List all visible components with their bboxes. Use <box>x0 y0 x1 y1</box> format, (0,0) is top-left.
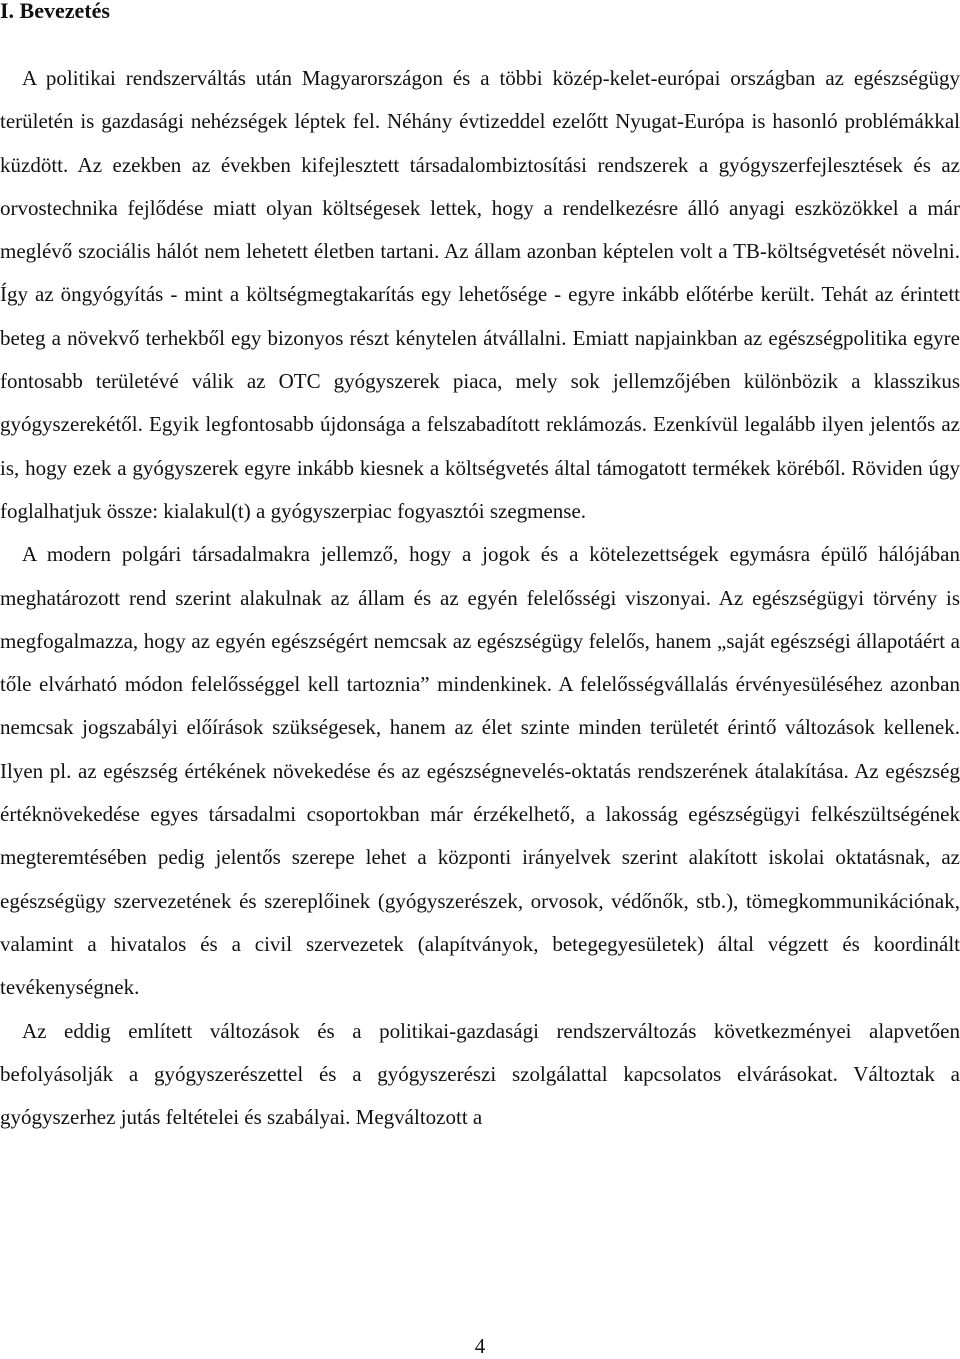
page-number: 4 <box>474 1334 486 1358</box>
paragraph-2: A modern polgári társadalmakra jellemző, hogy a jogok és a kötelezettségek egymásra épülő hálójában meghatározott rend szerint alakulnak az állam és az egyén felelősségi viszonyai. Az egészségügyi törvény is megfogalmazza, hogy az egyén egészségért nemcsak az egészségügy felelős, hanem „saját egészségi állapotáért a tőle elvárható módon felelősséggel kell tartoznia” mindenkinek. A felelősségvállalás érvényesüléséhez azonban nemcsak jogszabályi előírások szükségesek, hanem az élet szinte minden területét érintő változások kellenek. Ilyen pl. az egészség értékének növekedése és az egészségnevelés-oktatás rendszerének átalakítása. Az egészség értéknövekedése egyes társadalmi csoportokban már érzékelhető, a lakosság egészségügyi felkészültségének megteremtésében pedig jelentős szerepe lehet a központi irányelvek szerint alakított iskolai oktatásnak, az egészségügy szervezetének és szereplőinek (gyógyszerészek, orvosok, védőnők, stb.), tömegkommunikációnak, valamint a hivatalos és a civil szervezetek (alapítványok, betegegyesületek) által végzett és koordinált tevékenységnek. <box>0 542 960 1000</box>
paragraph-1: A politikai rendszerváltás után Magyarországon és a többi közép-kelet-európai országban az egészségügy területén is gazdasági nehézségek léptek fel. Néhány évtizeddel ezelőtt Nyugat-Európa is hasonló problémákkal küzdött. Az ezekben az években kifejlesztett társadalombiztosítási rendszerek a gyógyszerfejlesztések és az orvostechnika fejlődése miatt olyan költségesek lettek, hogy a rendelkezésre álló anyagi eszközökkel a már meglévő szociális hálót nem lehetett életben tartani. Az állam azonban képtelen volt a TB-költségvetését növelni. Így az öngyógyítás - mint a költségmegtakarítás egy lehetősége - egyre inkább előtérbe került. Tehát az érintett beteg a növekvő terhekből egy bizonyos részt kénytelen átvállalni. Emiatt napjainkban az egészségpolitika egyre fontosabb területévé válik az OTC gyógyszerek piaca, mely sok jellemzőjében különbözik a klasszikus gyógyszerekétől. Egyik legfontosabb újdonsága a felszabadított reklámozás. Ezenkívül legalább ilyen jelentős az is, hogy ezek a gyógyszerek egyre inkább kiesnek a költségvetés által támogatott termékek köréből. Röviden úgy foglalhatjuk össze: kialakul(t) a gyógyszerpiac fogyasztói szegmense. <box>0 66 960 523</box>
body-text <box>0 57 960 1139</box>
paragraph-3: Az eddig említett változások és a politikai-gazdasági rendszerváltozás következményei alapvetően befolyásolják a gyógyszerészettel és a gyógyszerészi szolgálattal kapcsolatos elvárásokat. Változtak a gyógyszerhez jutás feltételei és szabályai. Megváltozott a <box>0 1018 960 1130</box>
section-heading: I. Bevezetés <box>0 0 110 23</box>
